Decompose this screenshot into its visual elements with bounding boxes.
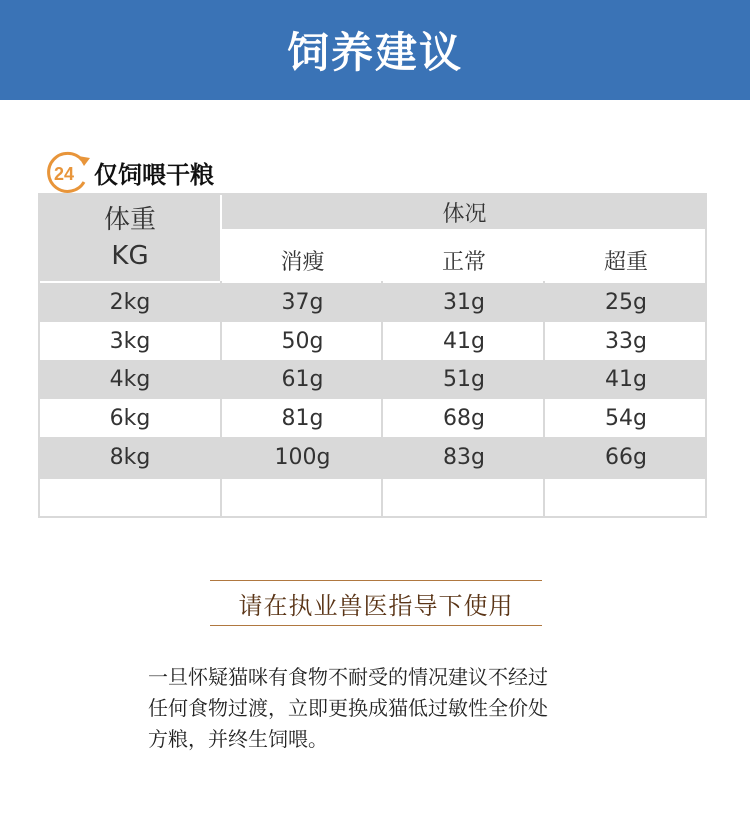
amount-cell: 31g xyxy=(443,290,485,315)
row-divider xyxy=(40,477,707,479)
weight-header-unit: KG xyxy=(111,241,149,271)
clock-24-icon xyxy=(40,148,96,196)
amount-cell: 100g xyxy=(274,444,331,470)
weight-header xyxy=(40,195,220,281)
weight-cell: 4kg xyxy=(109,367,151,392)
weight-cell: 6kg xyxy=(109,405,151,431)
banner xyxy=(0,0,750,100)
condition-header: 体况 xyxy=(222,195,707,229)
feeding-table xyxy=(38,193,707,518)
amount-cell: 54g xyxy=(605,405,647,431)
section-title: 仅饲喂干粮 xyxy=(94,160,214,189)
weight-cell: 8kg xyxy=(109,444,151,470)
condition-thin: 消瘦 xyxy=(280,249,325,275)
column-divider xyxy=(543,281,545,518)
amount-cell: 37g xyxy=(281,290,324,315)
amount-cell: 66g xyxy=(605,444,647,470)
amount-cell: 81g xyxy=(281,405,324,431)
banner-title: 饲养建议 xyxy=(286,28,463,77)
amount-cell: 33g xyxy=(605,328,647,354)
amount-cell: 41g xyxy=(443,328,485,354)
vet-advice-text: 请在执业兽医指导下使用 xyxy=(238,591,514,620)
weight-cell: 2kg xyxy=(109,290,151,315)
column-divider xyxy=(381,281,383,518)
amount-cell: 41g xyxy=(605,367,647,392)
clock-24-label: 24 xyxy=(53,164,75,184)
condition-normal: 正常 xyxy=(441,249,486,275)
amount-cell: 68g xyxy=(443,405,485,431)
amount-cell: 50g xyxy=(281,328,324,354)
amount-cell: 83g xyxy=(443,444,485,470)
weight-header-label: 体重 xyxy=(103,205,156,235)
column-divider xyxy=(220,281,222,518)
amount-cell: 61g xyxy=(281,367,324,392)
section-heading xyxy=(40,148,214,196)
warning-line: 一旦怀疑猫咪有食物不耐受的情况建议不经过 xyxy=(148,665,548,689)
condition-overweight: 超重 xyxy=(603,249,648,275)
amount-cell: 51g xyxy=(443,367,485,392)
intolerance-warning xyxy=(148,662,618,755)
weight-cell: 3kg xyxy=(109,328,151,354)
vet-advice xyxy=(210,580,542,626)
warning-line: 任何食物过渡，立即更换成猫低过敏性全价处 xyxy=(148,696,548,720)
warning-line: 方粮，并终生饲喂。 xyxy=(148,727,328,751)
amount-cell: 25g xyxy=(605,290,647,315)
